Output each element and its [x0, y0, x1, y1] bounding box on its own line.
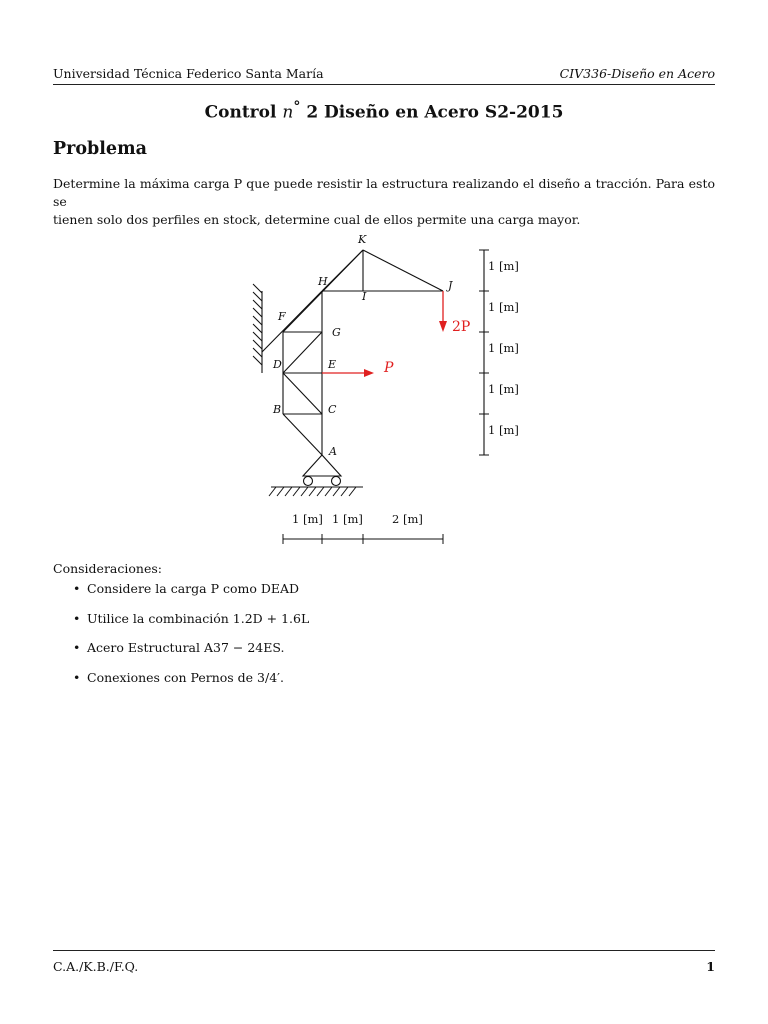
section-heading: Problema — [53, 139, 147, 159]
ground-hatch — [285, 487, 292, 496]
dim-h-1: 1 [m] — [292, 512, 323, 526]
member-d-g — [283, 332, 322, 373]
member-k-j — [363, 250, 443, 291]
ground-hatch — [269, 487, 276, 496]
header-university: Universidad Técnica Federico Santa María — [53, 66, 324, 81]
bullet-icon: • — [73, 581, 81, 596]
wall-hatch — [253, 340, 262, 349]
list-item: • Conexiones con Pernos de 3/4′. — [73, 669, 284, 685]
ground-hatch — [293, 487, 300, 496]
node-a: A — [329, 445, 337, 458]
load-label-2p: 2P — [452, 319, 471, 335]
ground-hatch — [341, 487, 348, 496]
page-number: 1 — [706, 959, 715, 974]
node-k: K — [358, 233, 367, 246]
wall-hatch — [253, 316, 262, 325]
wall-hatch — [253, 308, 262, 317]
considerations-list — [53, 580, 309, 698]
member-b-a — [283, 414, 322, 455]
node-f: F — [278, 310, 286, 323]
load-arrow-2p — [439, 291, 447, 332]
wall-hatch — [253, 348, 262, 357]
considerations-label: Consideraciones: — [53, 561, 162, 576]
document-title: Control n° 2 Diseño en Acero S2-2015 — [204, 99, 564, 123]
ground-hatch — [309, 487, 316, 496]
list-item: • Considere la carga P como DEAD — [73, 581, 300, 596]
node-i: I — [362, 290, 367, 303]
page-footer — [53, 950, 715, 977]
ground-hatch — [301, 487, 308, 496]
member-h-k — [322, 250, 363, 291]
load-label-p: P — [384, 360, 394, 376]
wall-hatch — [253, 284, 262, 293]
statement-line-2: tienen solo dos perfiles en stock, determine cual de ellos permite una carga mayor. — [53, 212, 581, 227]
dim-v-4: 1 [m] — [488, 382, 519, 396]
node-g: G — [332, 326, 341, 339]
wall-hatch — [253, 332, 262, 341]
bullet-icon: • — [73, 669, 81, 685]
footer-authors: C.A./K.B./F.Q. — [53, 959, 139, 974]
ground-hatch — [317, 487, 324, 496]
dim-v-5: 1 [m] — [488, 423, 519, 437]
wall-hatch — [253, 292, 262, 301]
node-j: J — [448, 279, 453, 292]
node-e: E — [328, 358, 337, 371]
ground-hatch — [349, 487, 356, 496]
node-c: C — [328, 403, 337, 416]
node-h: H — [318, 275, 328, 288]
bullet-icon: • — [73, 610, 81, 626]
pin-support — [303, 455, 341, 476]
header-course: CIV336-Diseño en Acero — [559, 66, 715, 81]
member-wall-h — [262, 291, 322, 352]
member-d-c — [283, 373, 322, 414]
ground-hatch — [333, 487, 340, 496]
dim-h-2: 1 [m] — [332, 512, 363, 526]
wall-hatch — [253, 324, 262, 333]
wall-hatch — [253, 300, 262, 309]
ground-hatch — [277, 487, 284, 496]
dim-h-3: 2 [m] — [392, 512, 423, 526]
statement-line-1: Determine la máxima carga P que puede resistir la estructura realizando el diseño a tracción. Para esto se — [53, 176, 715, 209]
dim-v-3: 1 [m] — [488, 341, 519, 355]
node-d: D — [273, 358, 282, 371]
list-item: • Acero Estructural A37 − 24ES. — [73, 640, 285, 655]
dim-v-1: 1 [m] — [488, 259, 519, 273]
ground-hatch — [325, 487, 332, 496]
list-item: • Utilice la combinación 1.2D + 1.6L — [73, 610, 310, 626]
wall-hatch — [253, 356, 262, 365]
dim-v-2: 1 [m] — [488, 300, 519, 314]
bullet-icon: • — [73, 640, 81, 655]
node-b: B — [273, 403, 282, 416]
